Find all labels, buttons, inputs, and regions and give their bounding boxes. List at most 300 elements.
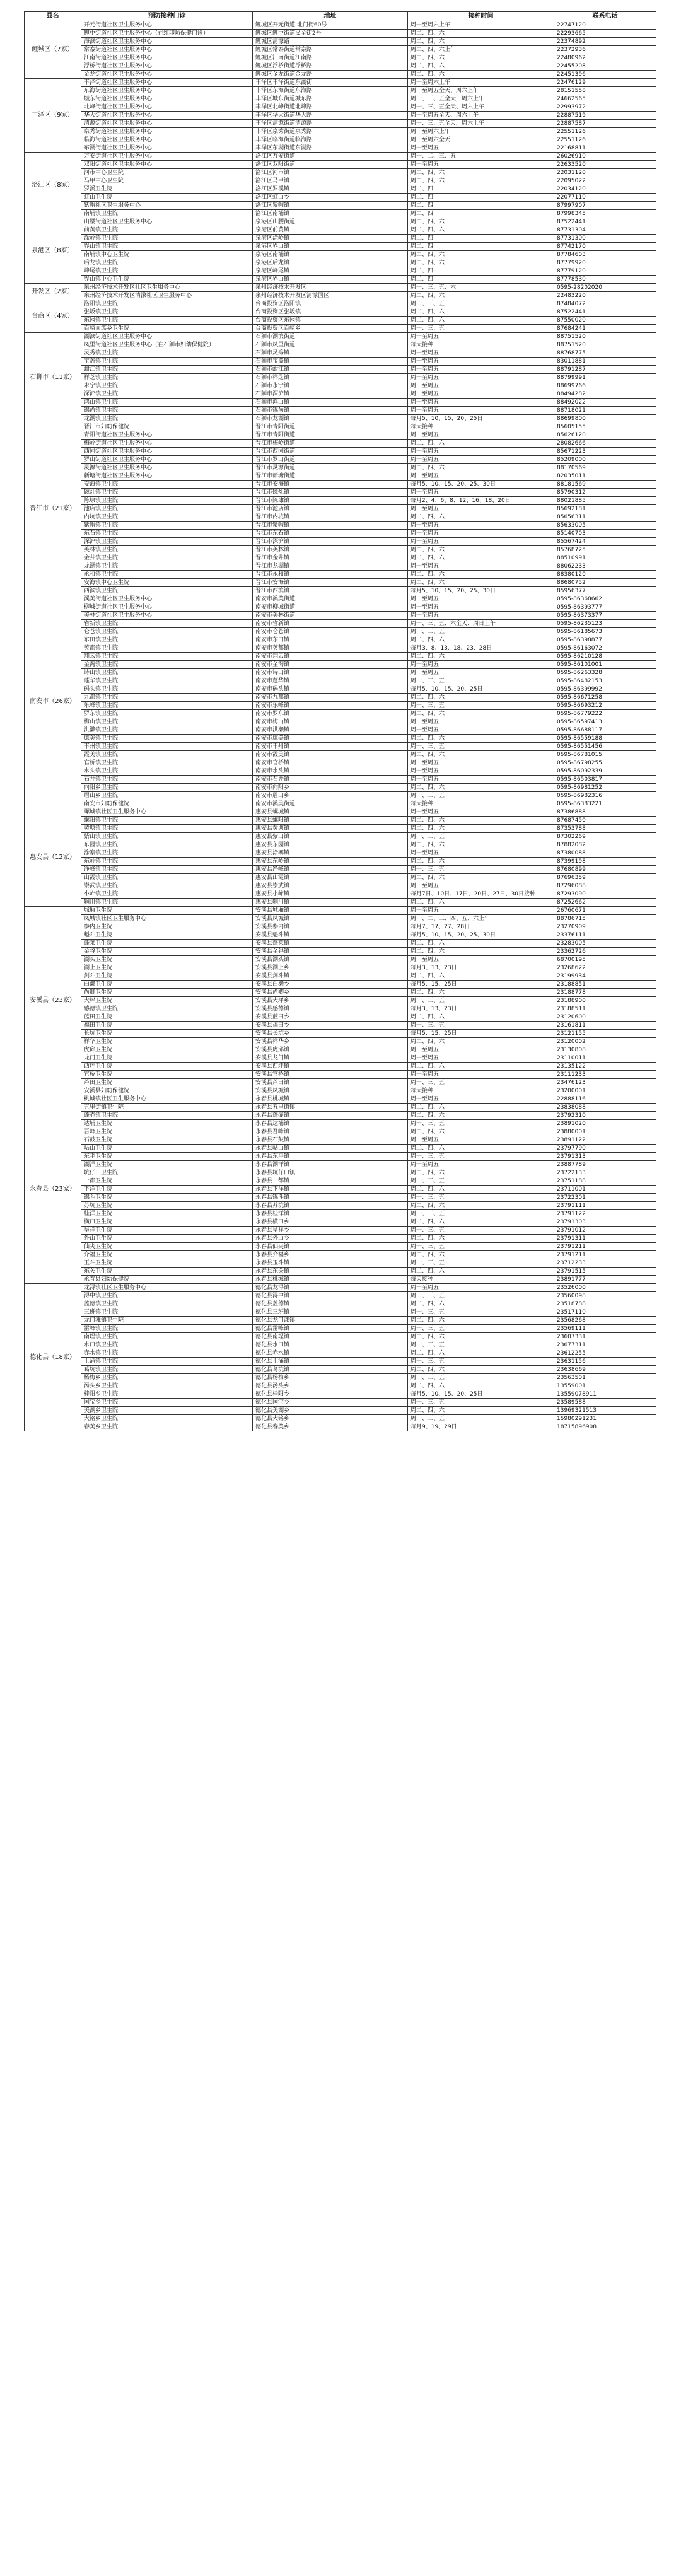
schedule-cell: 周一至周五 [408,374,554,382]
address-cell: 安溪县福田乡 [253,1022,408,1030]
schedule-cell: 周二、四、六 [408,177,554,185]
table-row [25,38,656,46]
schedule-cell: 周二、四、六 [408,1145,554,1153]
clinic-name-cell: 水头镇卫生院 [81,767,253,776]
phone-cell: 85656311 [554,513,656,522]
schedule-cell: 周一至周五全天、周六上午 [408,87,554,95]
address-cell: 永春县石鼓镇 [253,1136,408,1145]
phone-cell: 23569111 [554,1325,656,1333]
address-cell: 德化县杨梅乡 [253,1374,408,1382]
schedule-cell: 周二、四、六 [408,841,554,849]
table-row [25,694,656,702]
address-cell: 安溪县魁斗镇 [253,931,408,940]
county-cell: 开发区（2家） [25,284,81,300]
clinic-name-cell: 大坪卫生院 [81,997,253,1005]
schedule-cell: 周二、四、六 [408,513,554,522]
table-row [25,54,656,62]
phone-cell: 23200001 [554,1087,656,1095]
schedule-cell: 周二、四、六 [408,1349,554,1358]
address-cell: 泉港区界山镇 [253,243,408,251]
schedule-cell: 周一、三、五、六全天、周日上午 [408,620,554,628]
schedule-cell: 周一至周五 [408,767,554,776]
phone-cell: 0595-28202020 [554,284,656,292]
table-row [25,128,656,136]
phone-cell: 87731300 [554,235,656,243]
table-row [25,956,656,964]
phone-cell: 22168811 [554,144,656,153]
schedule-cell: 每月5、10、15、20、25、30日 [408,931,554,940]
address-cell: 永春县玉斗镇 [253,1259,408,1268]
phone-cell: 87779120 [554,267,656,276]
phone-cell: 87293090 [554,890,656,899]
phone-cell: 0595-86383221 [554,800,656,808]
clinic-name-cell: 南埔镇卫生院 [81,210,253,218]
clinic-name-cell: 永春县妇幼保健院 [81,1276,253,1284]
clinic-name-cell: 湖上卫生院 [81,964,253,972]
address-cell: 德化县盖德镇 [253,1300,408,1308]
schedule-cell: 周一至周五 [408,407,554,415]
address-cell: 南安市省新镇 [253,620,408,628]
schedule-cell: 周一至周五 [408,882,554,890]
table-row [25,940,656,948]
county-cell: 南安市（26家） [25,595,81,808]
phone-cell: 23791515 [554,1268,656,1276]
schedule-cell: 周一至周五 [408,759,554,767]
clinic-name-cell: 向阳乡卫生院 [81,784,253,792]
table-row [25,1038,656,1046]
clinic-name-cell: 泉州经济技术开发区清濛社区卫生服务中心 [81,292,253,300]
clinic-name-cell: 宝盖镇卫生院 [81,358,253,366]
clinic-name-cell: 金淘镇卫生院 [81,661,253,669]
address-cell: 丰泽区泉秀街道泉秀路 [253,128,408,136]
phone-cell: 23161811 [554,1022,656,1030]
clinic-name-cell: 东田镇卫生院 [81,636,253,644]
address-cell: 晋江市池店镇 [253,505,408,513]
clinic-name-cell: 永和镇卫生院 [81,571,253,579]
table-row [25,653,656,661]
schedule-cell: 周一、三、五全天、周六上午 [408,103,554,112]
phone-cell: 88492022 [554,399,656,407]
schedule-cell: 周一至周五 [408,661,554,669]
table-row [25,440,656,448]
clinic-name-cell: 外山卫生院 [81,1235,253,1243]
phone-cell: 0595-86185673 [554,628,656,636]
phone-cell: 88751520 [554,333,656,341]
table-row [25,276,656,284]
phone-cell: 23751188 [554,1177,656,1186]
phone-cell: 88510991 [554,554,656,562]
schedule-cell: 周一、三、五 [408,1292,554,1300]
phone-cell: 23712233 [554,1259,656,1268]
schedule-cell: 周一至周五 [408,530,554,538]
table-row [25,1194,656,1202]
address-cell: 南安市乐峰镇 [253,702,408,710]
phone-cell: 28151558 [554,87,656,95]
clinic-name-cell: 张坂镇卫生院 [81,308,253,317]
table-row [25,972,656,981]
phone-cell: 23797790 [554,1145,656,1153]
address-cell: 石狮市蚶江镇 [253,366,408,374]
table-row [25,1071,656,1079]
address-cell: 晋江市西滨镇 [253,587,408,595]
clinic-name-cell: 葛坑镇卫生院 [81,1366,253,1374]
address-cell: 安溪县城厢镇 [253,907,408,915]
address-cell: 泉港区界山镇 [253,276,408,284]
address-cell: 泉州经济技术开发区 [253,284,408,292]
address-cell: 永春县呈祥乡 [253,1227,408,1235]
table-row [25,743,656,751]
column-header: 接种时间 [408,12,554,21]
address-cell: 南安市石井镇 [253,776,408,784]
schedule-cell: 周一、三、五 [408,1210,554,1218]
schedule-cell: 每天接种 [408,341,554,349]
table-row [25,858,656,866]
phone-cell: 28082666 [554,440,656,448]
address-cell: 南安市眉山乡 [253,792,408,800]
address-cell: 南安市溪美街道 [253,800,408,808]
address-cell: 安溪县剑斗镇 [253,972,408,981]
schedule-cell: 周一至周五 [408,538,554,546]
clinic-name-cell: 磁灶镇卫生院 [81,489,253,497]
phone-cell: 23362726 [554,948,656,956]
phone-cell: 88380120 [554,571,656,579]
county-cell: 德化县（18家） [25,1284,81,1431]
schedule-cell: 周一、三、五全天，周六上午 [408,120,554,128]
schedule-cell: 周二、四、六 [408,546,554,554]
address-cell: 台商投资区百崎乡 [253,325,408,333]
phone-cell: 87997907 [554,202,656,210]
address-cell: 惠安县涂寨镇 [253,849,408,858]
clinic-name-cell: 洛阳镇卫生院 [81,300,253,308]
address-cell: 石狮市龙湖镇 [253,415,408,423]
table-row [25,46,656,54]
table-row [25,677,656,685]
phone-cell: 0595-86688117 [554,726,656,735]
address-cell: 德化县水口镇 [253,1341,408,1349]
clinic-name-cell: 金龙街道社区卫生服务中心 [81,71,253,79]
phone-cell: 23188511 [554,1005,656,1013]
phone-cell: 87386888 [554,808,656,817]
clinic-name-cell: 介福卫生院 [81,1251,253,1259]
address-cell: 惠安县东岭镇 [253,858,408,866]
schedule-cell: 周一至周五 [408,505,554,513]
clinic-name-cell: 黄塘镇卫生院 [81,825,253,833]
table-row [25,800,656,808]
phone-cell: 87522441 [554,308,656,317]
schedule-cell: 周一至周五 [408,358,554,366]
phone-cell: 23518788 [554,1300,656,1308]
phone-cell: 23791311 [554,1235,656,1243]
schedule-cell: 周一至周五 [408,849,554,858]
schedule-cell: 周二、四、六 [408,751,554,759]
address-cell: 安溪县凤城镇 [253,915,408,923]
clinic-name-cell: 峰尾镇卫生院 [81,267,253,276]
clinic-name-cell: 西园街道社区卫生服务中心 [81,448,253,456]
phone-cell: 88699766 [554,382,656,390]
address-cell: 南安市翔云镇 [253,653,408,661]
schedule-cell: 周一、二、三、四、五、六上午 [408,915,554,923]
address-cell: 惠安县螺阳镇 [253,817,408,825]
clinic-name-cell: 蚶江镇卫生院 [81,366,253,374]
schedule-cell: 周二、四、六 [408,440,554,448]
clinic-name-cell: 浔中镇卫生院 [81,1292,253,1300]
schedule-cell: 周一至周六上午 [408,79,554,87]
schedule-cell: 周二、四、六 [408,1013,554,1022]
schedule-cell: 每月3、8、13、18、23、28日 [408,644,554,653]
schedule-cell: 周二、四、六 [408,1268,554,1276]
table-row [25,1308,656,1317]
schedule-cell: 周一、三、五 [408,1194,554,1202]
schedule-cell: 周二、四、六 [408,571,554,579]
phone-cell: 0595-86101001 [554,661,656,669]
schedule-cell: 周一至周五 [408,956,554,964]
phone-cell: 22633520 [554,161,656,169]
phone-cell: 23120600 [554,1013,656,1022]
address-cell: 晋江市安海镇 [253,481,408,489]
phone-cell: 87731304 [554,226,656,235]
address-cell: 南安市丰州镇 [253,743,408,751]
table-row [25,1390,656,1399]
address-cell: 洛江区马甲镇 [253,177,408,185]
address-cell: 南安市梅山镇 [253,718,408,726]
table-row [25,1235,656,1243]
phone-cell: 0595-86693212 [554,702,656,710]
address-cell: 丰泽区东湖街道东湖路 [253,144,408,153]
table-row [25,144,656,153]
schedule-cell: 每月5、10、15、20、25、30日 [408,481,554,489]
table-row [25,399,656,407]
schedule-cell: 周一至周五 [408,456,554,464]
schedule-cell: 周一至周五 [408,1284,554,1292]
schedule-cell: 周一至周五 [408,907,554,915]
schedule-cell: 周二、四、六 [408,1063,554,1071]
table-row [25,87,656,95]
table-row [25,431,656,440]
address-cell: 洛江区南埔镇 [253,210,408,218]
address-cell: 丰泽区清源街道清源路 [253,120,408,128]
clinic-name-cell: 山腰街道社区卫生服务中心 [81,218,253,226]
address-cell: 南安市仑苍镇 [253,628,408,636]
clinic-name-cell: 前黄镇卫生院 [81,226,253,235]
phone-cell: 22551126 [554,128,656,136]
table-row [25,194,656,202]
table-row [25,571,656,579]
clinic-name-cell: 洪濑镇卫生院 [81,726,253,735]
phone-cell: 23135122 [554,1063,656,1071]
schedule-cell: 周二、四、六 [408,226,554,235]
clinic-name-cell: 东关卫生院 [81,1268,253,1276]
phone-cell: 87353788 [554,825,656,833]
schedule-cell: 周二、四、六 [408,784,554,792]
schedule-cell: 周一、三、五 [408,1120,554,1128]
clinic-name-cell: 魁斗卫生院 [81,931,253,940]
clinic-name-cell: 尚卿卫生院 [81,989,253,997]
clinic-name-cell: 吾峰卫生院 [81,1128,253,1136]
address-cell: 安溪县蓝田乡 [253,1013,408,1022]
clinic-name-cell: 福田卫生院 [81,1022,253,1030]
address-cell: 德化县龙门滩镇 [253,1317,408,1325]
address-cell: 台商投资区东园镇 [253,317,408,325]
schedule-cell: 周二、四、六 [408,71,554,79]
address-cell: 泉港区前黄镇 [253,226,408,235]
clinic-name-cell: 东园镇卫生院 [81,841,253,849]
phone-cell: 24662565 [554,95,656,103]
clinic-name-cell: 海滨街道社区卫生服务中心 [81,38,253,46]
clinic-name-cell: 国宝乡卫生院 [81,1399,253,1407]
table-row [25,1186,656,1194]
table-row [25,1136,656,1145]
table-row [25,1095,656,1104]
clinic-name-cell: 龙门滩镇卫生院 [81,1317,253,1325]
schedule-cell: 周二、四、六 [408,1235,554,1243]
table-row [25,603,656,612]
clinic-name-cell: 剑斗卫生院 [81,972,253,981]
phone-cell: 22551126 [554,136,656,144]
phone-cell: 88494282 [554,390,656,399]
schedule-cell: 周二、四、六 [408,972,554,981]
phone-cell: 0595-86482153 [554,677,656,685]
phone-cell: 87399198 [554,858,656,866]
address-cell: 鲤城区常泰街道常泰路 [253,46,408,54]
clinic-name-cell: 东园镇卫生院 [81,317,253,325]
table-row [25,948,656,956]
table-row [25,497,656,505]
address-cell: 南安市康美镇 [253,735,408,743]
table-row [25,1210,656,1218]
table-row [25,415,656,423]
address-cell: 安溪县龙门镇 [253,1054,408,1063]
address-cell: 晋江市金井镇 [253,554,408,562]
address-cell: 南安市水头镇 [253,767,408,776]
table-row [25,562,656,571]
phone-cell: 87380088 [554,849,656,858]
schedule-cell: 周二、四、六 [408,694,554,702]
clinic-name-cell: 祥华卫生院 [81,1038,253,1046]
phone-cell: 23188900 [554,997,656,1005]
table-row [25,300,656,308]
phone-cell: 23677311 [554,1341,656,1349]
schedule-cell: 周二、四、六 [408,251,554,259]
table-row [25,374,656,382]
clinic-name-cell: 螺城镇社区卫生服务中心 [81,808,253,817]
address-cell: 惠安县辋川镇 [253,899,408,907]
clinic-name-cell: 晋江市妇幼保健院 [81,423,253,431]
table-row [25,79,656,87]
table-row [25,554,656,562]
schedule-cell: 周二、四、六 [408,858,554,866]
phone-cell: 23880001 [554,1128,656,1136]
clinic-name-cell: 英林镇卫生院 [81,546,253,554]
phone-cell: 87550020 [554,317,656,325]
phone-cell: 23631156 [554,1358,656,1366]
schedule-cell: 周二、四 [408,276,554,284]
phone-cell: 23188851 [554,981,656,989]
clinic-name-cell: 溪美街道社区卫生服务中心 [81,595,253,603]
clinic-name-cell: 清源街道社区卫生服务中心 [81,120,253,128]
clinic-name-cell: 深沪镇卫生院 [81,390,253,399]
address-cell: 安溪县虎邱镇 [253,1046,408,1054]
schedule-cell: 周二、四、六 [408,1112,554,1120]
clinic-name-cell: 汤头乡卫生院 [81,1382,253,1390]
table-row [25,579,656,587]
phone-cell: 87522441 [554,218,656,226]
address-cell: 洛江区双阳街道 [253,161,408,169]
clinic-name-cell: 仑苍镇卫生院 [81,628,253,636]
schedule-cell: 周一至周五 [408,1161,554,1169]
table-row [25,366,656,374]
schedule-cell: 每天接种 [408,1276,554,1284]
phone-cell: 13969321513 [554,1407,656,1415]
schedule-cell: 每月7、17、27、28日 [408,923,554,931]
table-row [25,735,656,743]
table-row [25,30,656,38]
schedule-cell: 周二、四、六 [408,1128,554,1136]
phone-cell: 15980291231 [554,1415,656,1423]
address-cell: 南安市美林街道 [253,612,408,620]
table-row [25,997,656,1005]
schedule-cell: 周二、四 [408,243,554,251]
clinic-name-cell: 祥芝镇卫生院 [81,374,253,382]
clinic-name-cell: 省新镇卫生院 [81,620,253,628]
phone-cell: 18715896908 [554,1423,656,1431]
address-cell: 丰泽区东海街道东海路 [253,87,408,95]
address-cell: 洛江区虹山乡 [253,194,408,202]
phone-cell: 87742170 [554,243,656,251]
clinic-name-cell: 龙湖镇卫生院 [81,415,253,423]
address-cell: 鲤城区江南街道江南路 [253,54,408,62]
clinic-name-cell: 湖滨街道社区卫生服务中心 [81,333,253,341]
county-cell: 鲤城区（7家） [25,21,81,79]
clinic-name-cell: 西滨镇卫生院 [81,587,253,595]
table-row [25,710,656,718]
address-cell: 晋江市英林镇 [253,546,408,554]
phone-cell: 87687450 [554,817,656,825]
schedule-cell: 每月5、10、15、20、25日 [408,1390,554,1399]
phone-cell: 0595-86393777 [554,603,656,612]
table-row [25,349,656,358]
county-cell: 惠安县（12家） [25,808,81,907]
phone-cell: 22451396 [554,71,656,79]
schedule-cell: 周二、四 [408,235,554,243]
table-row [25,964,656,972]
phone-cell: 22031120 [554,169,656,177]
address-cell: 南安市诗山镇 [253,669,408,677]
table-row [25,1202,656,1210]
table-row [25,817,656,825]
clinic-name-cell: 蓝田卫生院 [81,1013,253,1022]
table-row [25,628,656,636]
table-row [25,21,656,30]
table-row [25,882,656,890]
address-cell: 永春县桃城镇 [253,1276,408,1284]
table-row [25,292,656,300]
phone-cell: 23568268 [554,1317,656,1325]
table-row [25,267,656,276]
schedule-cell: 周一、三、五全天，周六上午 [408,95,554,103]
address-cell: 德化县南埕镇 [253,1333,408,1341]
phone-cell: 0595-86092339 [554,767,656,776]
schedule-cell: 周二、四、六 [408,1317,554,1325]
schedule-cell: 周二、四、六 [408,1251,554,1259]
clinic-name-cell: 南埔镇中心卫生院 [81,251,253,259]
table-row [25,833,656,841]
schedule-cell: 周二、四、六 [408,464,554,472]
address-cell: 永春县五里街镇 [253,1104,408,1112]
clinic-name-cell: 东海街道社区卫生服务中心 [81,87,253,95]
address-cell: 晋江市梅岭街道 [253,440,408,448]
table-row [25,1153,656,1161]
address-cell: 晋江市安海镇 [253,579,408,587]
